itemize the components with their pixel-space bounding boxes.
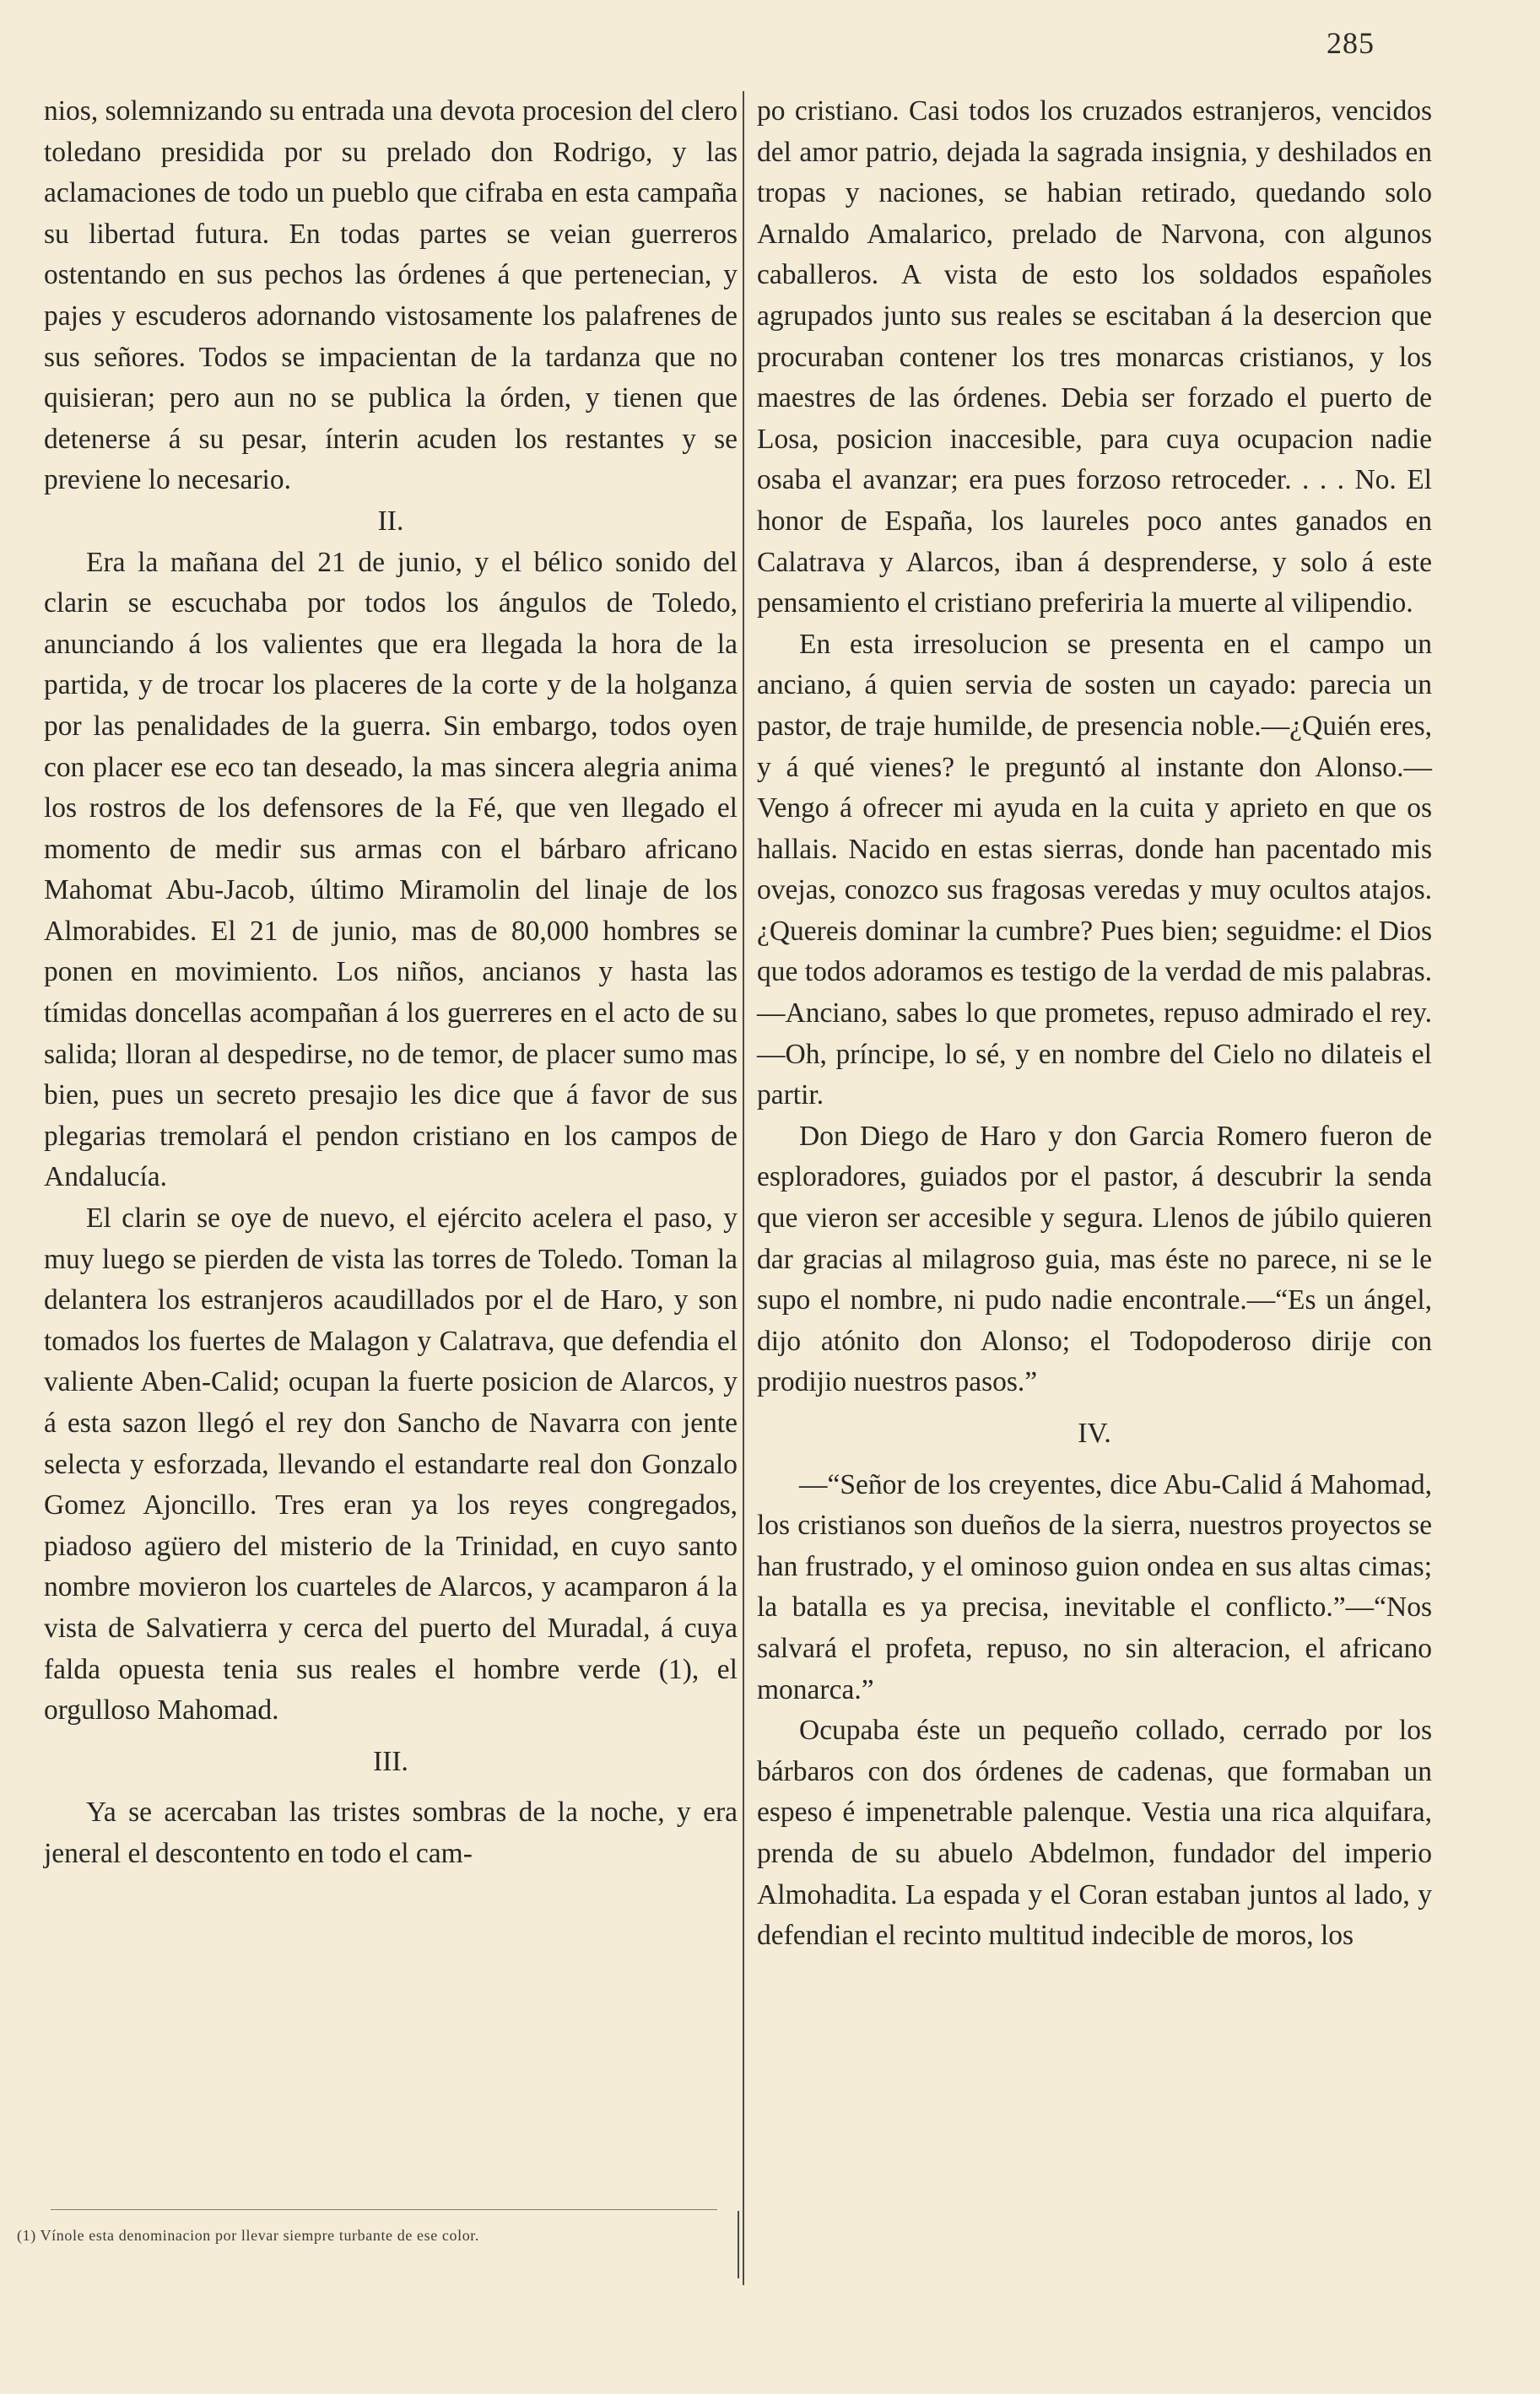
section-heading-iii: III. (373, 1745, 408, 1777)
paragraph: El clarin se oye de nuevo, el ejército acelera el paso, y muy luego se pierden de vista las torres de Toledo. Toman la delantera los estranjeros acaudillados por el de Haro, y son tomados los fuertes de Malagon y Calatrava, que defendia el valiente Aben-Calid; ocupan la fuerte posicion de Alarcos, y á esta sazon llegó el rey don Sancho de Navarra con jente selecta y esforzada, llevando el estandarte real don Gonzalo Gomez Ajoncillo. Tres eran ya los reyes congregados, piadoso agüero del misterio de la Trinidad, en cuyo santo nombre movieron los cuarteles de Alarcos, y acamparon á la vista de Salvatierra y cerca del puerto del Muradal, á cuya falda opuesta tenia sus reales el hombre verde (1), el orgulloso Mahomad. (44, 1202, 738, 1727)
column-divider-lower (738, 2211, 739, 2278)
paragraph: Ocupaba éste un pequeño collado, cerrado por los bárbaros con dos órdenes de cadenas, que formaban un espeso é impenetrable palenque. Vestia una rica alquifara, prenda de su abuelo Abdelmon, fundador del imperio Almohadita. La espada y el Coran estaban juntos al lado, y defendian el recinto multitud indecible de moros, los (757, 1715, 1432, 1952)
page-number: 285 (1327, 26, 1375, 60)
paragraph: Era la mañana del 21 de junio, y el bélico sonido del clarin se escuchaba por todos los ángulos de Toledo, anunciando á los valientes que era llegada la hora de la partida, y de trocar los placeres de la corte y de la holganza por las penalidades de la guerra. Sin embargo, todos oyen con placer ese eco tan deseado, la mas sincera alegria anima los rostros de los defensores de la Fé, que ven llegado el momento de medir sus armas con el bárbaro africano Mahomat Abu-Jacob, último Miramolin del linaje de los Almorabides. El 21 de junio, mas de 80,000 hombres se ponen en movimiento. Los niños, ancianos y hasta las tímidas doncellas acompañan á los guerreres en el acto de su salida; lloran al despedirse, no de temor, de placer sumo mas bien, pues un secreto presajio les dice que á favor de sus plegarias tremolará el pendon cristiano en los campos de Andalucía. (44, 546, 738, 1193)
section-heading-iv: IV. (1078, 1418, 1111, 1449)
left-column (44, 91, 738, 1875)
paragraph: Ya se acercaban las tristes sombras de la noche, y era jeneral el descontento en todo el cam- (44, 1797, 738, 1869)
paragraph: Don Diego de Haro y don Garcia Romero fueron de esploradores, guiados por el pastor, á descubrir la senda que vieron ser accesible y segura. Llenos de júbilo quieren dar gracias al milagroso guia, mas éste no parece, ni se le supo el nombre, ni pudo nadie encontrale.—“Es un ángel, dijo atónito don Alonso; el Todopoderoso dirije con prodijio nuestros pasos.” (757, 1120, 1432, 1398)
right-column (757, 91, 1432, 1957)
paragraph: En esta irresolucion se presenta en el campo un anciano, á quien servia de sosten un cayado: parecia un pastor, de traje humilde, de presencia noble.—¿Quién eres, y á qué vienes? le preguntó al instante don Alonso.—Vengo á ofrecer mi ayuda en la cuita y aprieto en que os hallais. Nacido en estas sierras, donde han pacentado mis ovejas, conozco sus fragosas veredas y muy ocultos atajos. ¿Quereis dominar la cumbre? Pues bien; seguidme: el Dios que todos adoramos es testigo de la verdad de mis palabras.—Anciano, sabes lo que prometes, repuso admirado el rey.—Oh, príncipe, lo sé, y en nombre del Cielo no dilateis el partir. (757, 628, 1432, 1111)
section-heading-ii: II. (377, 505, 404, 537)
paragraph: po cristiano. Casi todos los cruzados estranjeros, vencidos del amor patrio, dejada la sagrada insignia, y deshilados en tropas y naciones, se habian retirado, quedando solo Arnaldo Amalarico, prelado de Narvona, con algunos caballeros. A vista de esto los soldados españoles agrupados junto sus reales se escitaban á la desercion que procuraban contener los tres monarcas cristianos, y los maestres de las órdenes. Debia ser forzado el puerto de Losa, posicion inaccesible, para cuya ocupacion nadie osaba el avanzar; era pues forzoso retroceder. . . . No. El honor de España, los laureles poco antes ganados en Calatrava y Alarcos, iban á desprenderse, y solo á este pensamiento el cristiano preferiria la muerte al vilipendio. (757, 95, 1432, 619)
paragraph: nios, solemnizando su entrada una devota procesion del clero toledano presidida por su prelado don Rodrigo, y las aclamaciones de todo un pueblo que cifraba en esta campaña su libertad futura. En todas partes se veian guerreros ostentando en sus pechos las órdenes á que pertenecian, y pajes y escuderos adornando vistosamente los palafrenes de sus señores. Todos se impacientan de la tardanza que no quisieran; pero aun no se publica la órden, y tienen que detenerse á su pesar, ínterin acuden los restantes y se previene lo necesario. (44, 95, 738, 496)
footnote-rule (51, 2209, 717, 2210)
column-divider (743, 91, 744, 2285)
footnote: (1) Vínole esta denominacion por llevar siempre turbante de ese color. (17, 2227, 479, 2244)
paragraph: —“Señor de los creyentes, dice Abu-Calid á Mahomad, los cristianos son dueños de la sierra, nuestros proyectos se han frustrado, y el ominoso guion ondea en sus altas cimas; la batalla es ya precisa, inevitable el conflicto.”—“Nos salvará el profeta, repuso, no sin alteracion, el africano monarca.” (757, 1468, 1432, 1705)
